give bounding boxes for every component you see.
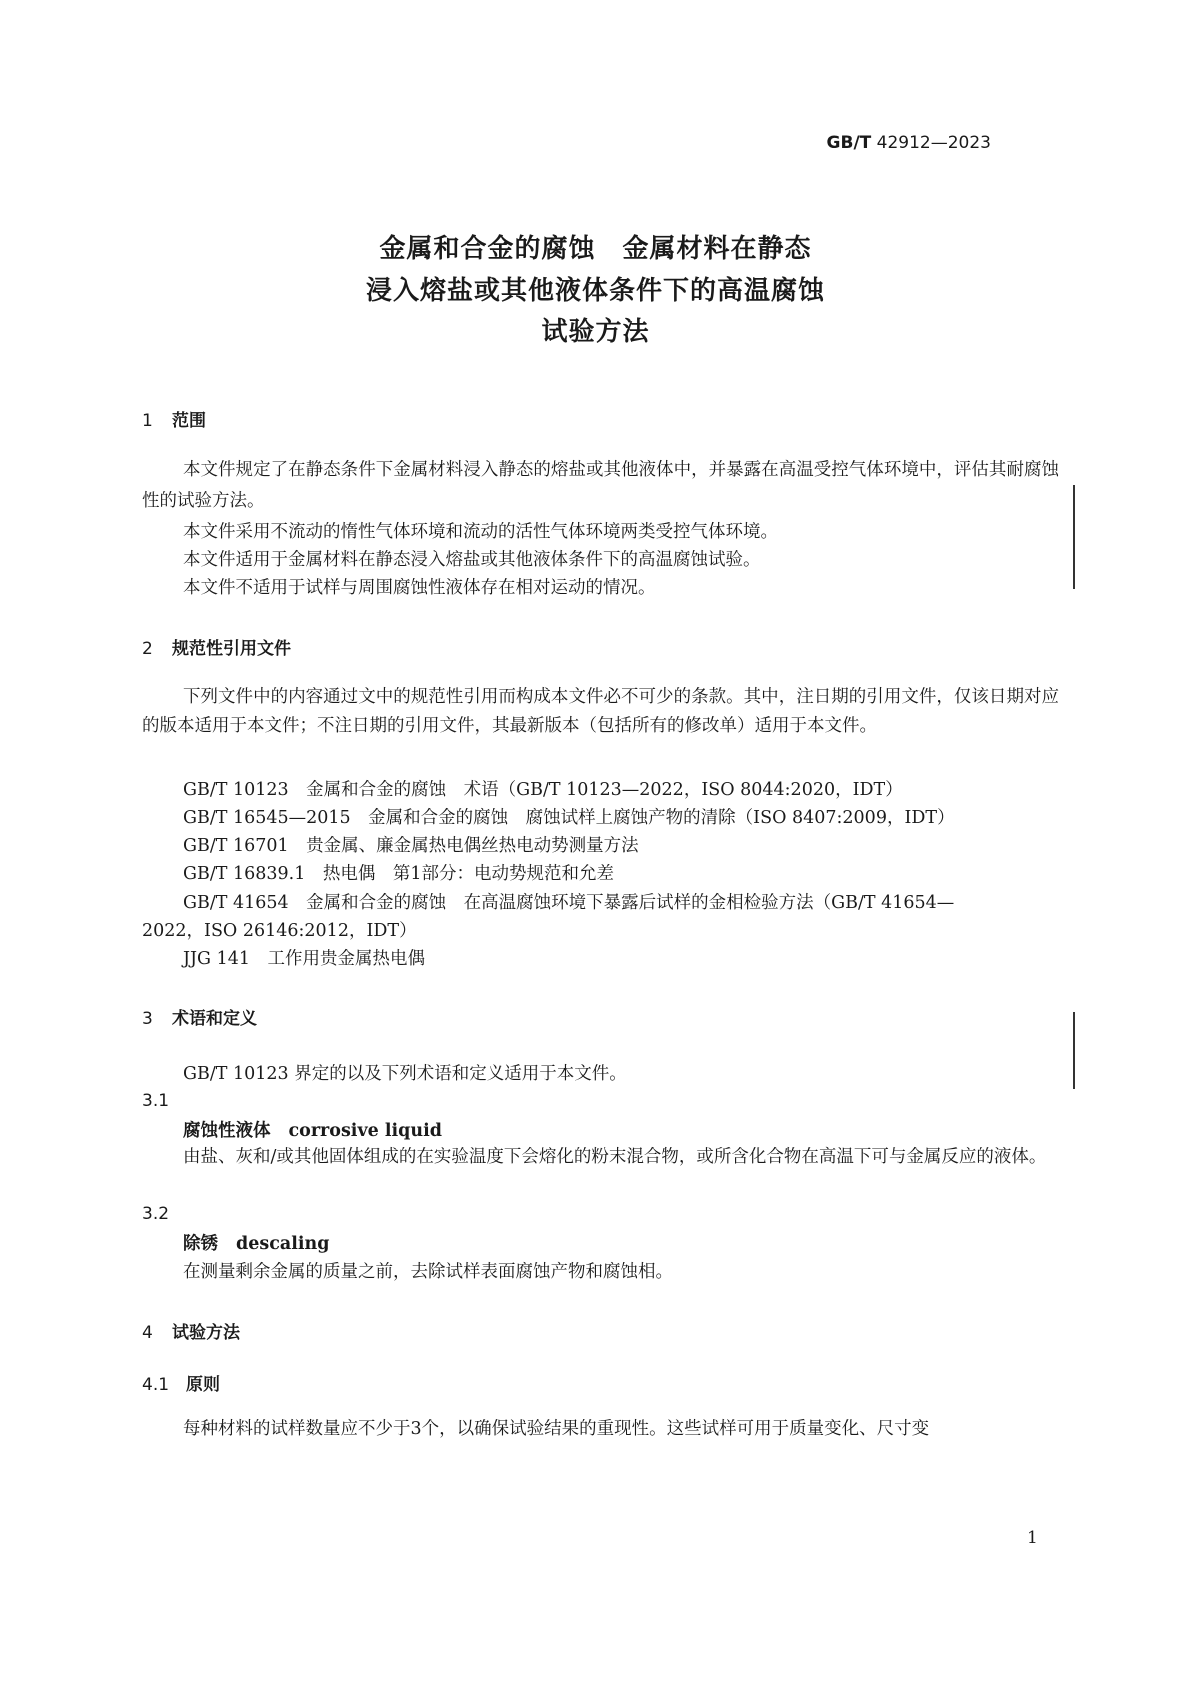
term-entry [183, 1117, 442, 1142]
page-number: 1 [1027, 1528, 1038, 1548]
term-number: 3.2 [142, 1204, 170, 1224]
term-definition: 在测量剩余金属的质量之前，去除试样表面腐蚀产物和腐蚀相。 [183, 1262, 673, 1282]
revision-bar [1073, 1012, 1075, 1089]
section-title: 试验方法 [172, 1323, 240, 1343]
document-prefix: GB/T [826, 133, 872, 153]
section-3-heading [142, 1004, 257, 1029]
term-definition: 由盐、灰和/或其他固体组成的在实验温度下会熔化的粉末混合物，或所含化合物在高温下可与金属反应的液体。 [183, 1147, 1047, 1167]
scope-paragraph-3: 本文件适用于金属材料在静态浸入熔盐或其他液体条件下的高温腐蚀试验。 [183, 550, 761, 570]
section-title: 术语和定义 [172, 1009, 257, 1029]
references-intro: 下列文件中的内容通过文中的规范性引用而构成本文件必不可少的条款。其中，注日期的引用文件，仅该日期对应的版本适用于本文件；不注日期的引用文件，其最新版本（包括所有的修改单）适用于本文件。 [142, 687, 1059, 736]
section-number: 1 [142, 411, 153, 431]
section-4-1-heading [142, 1370, 220, 1395]
section-number: 4 [142, 1323, 153, 1343]
revision-bar [1073, 485, 1075, 589]
section-title: 范围 [172, 411, 206, 431]
reference-item: JJG 141 工作用贵金属热电偶 [183, 949, 425, 969]
section-4-heading [142, 1318, 240, 1343]
section-number: 3 [142, 1009, 153, 1029]
title-line-1: 金属和合金的腐蚀 金属材料在静态 [379, 234, 812, 264]
reference-item: GB/T 16545—2015 金属和合金的腐蚀 腐蚀试样上腐蚀产物的清除（ISO 8407:2009，IDT） [183, 808, 955, 828]
title-line-3: 试验方法 [541, 317, 650, 347]
principle-paragraph: 每种材料的试样数量应不少于3个，以确保试验结果的重现性。这些试样可用于质量变化、尺寸变 [183, 1419, 930, 1439]
section-1-heading [142, 406, 206, 431]
document-number [827, 133, 991, 153]
term-number: 3.1 [142, 1091, 170, 1111]
reference-item: GB/T 16839.1 热电偶 第1部分：电动势规范和允差 [183, 864, 614, 884]
section-title: 规范性引用文件 [172, 639, 291, 659]
term-english: descaling [236, 1234, 330, 1254]
reference-item: GB/T 10123 金属和合金的腐蚀 术语（GB/T 10123—2022，ISO 8044:2020，IDT） [183, 780, 903, 800]
term-chinese: 除锈 [183, 1234, 218, 1254]
reference-item: GB/T 41654 金属和合金的腐蚀 在高温腐蚀环境下暴露后试样的金相检验方法（GB/T 41654— [183, 893, 955, 913]
title-line-2: 浸入熔盐或其他液体条件下的高温腐蚀 [365, 276, 825, 306]
reference-item-continuation: 2022，ISO 26146:2012，IDT） [142, 921, 417, 941]
section-title: 原则 [186, 1375, 220, 1395]
term-entry [183, 1230, 329, 1255]
scope-paragraph-1: 本文件规定了在静态条件下金属材料浸入静态的熔盐或其他液体中，并暴露在高温受控气体环境中，评估其耐腐蚀性的试验方法。 [142, 460, 1059, 511]
terms-intro: GB/T 10123 界定的以及下列术语和定义适用于本文件。 [183, 1064, 627, 1084]
section-number: 2 [142, 639, 153, 659]
term-english: corrosive liquid [288, 1121, 442, 1141]
section-number: 4.1 [142, 1375, 170, 1395]
scope-paragraph-4: 本文件不适用于试样与周围腐蚀性液体存在相对运动的情况。 [183, 578, 656, 598]
term-chinese: 腐蚀性液体 [183, 1121, 271, 1141]
document-code: 42912—2023 [876, 133, 991, 153]
reference-item: GB/T 16701 贵金属、廉金属热电偶丝热电动势测量方法 [183, 836, 639, 856]
section-2-heading [142, 634, 291, 659]
scope-paragraph-2: 本文件采用不流动的惰性气体环境和流动的活性气体环境两类受控气体环境。 [183, 522, 778, 542]
